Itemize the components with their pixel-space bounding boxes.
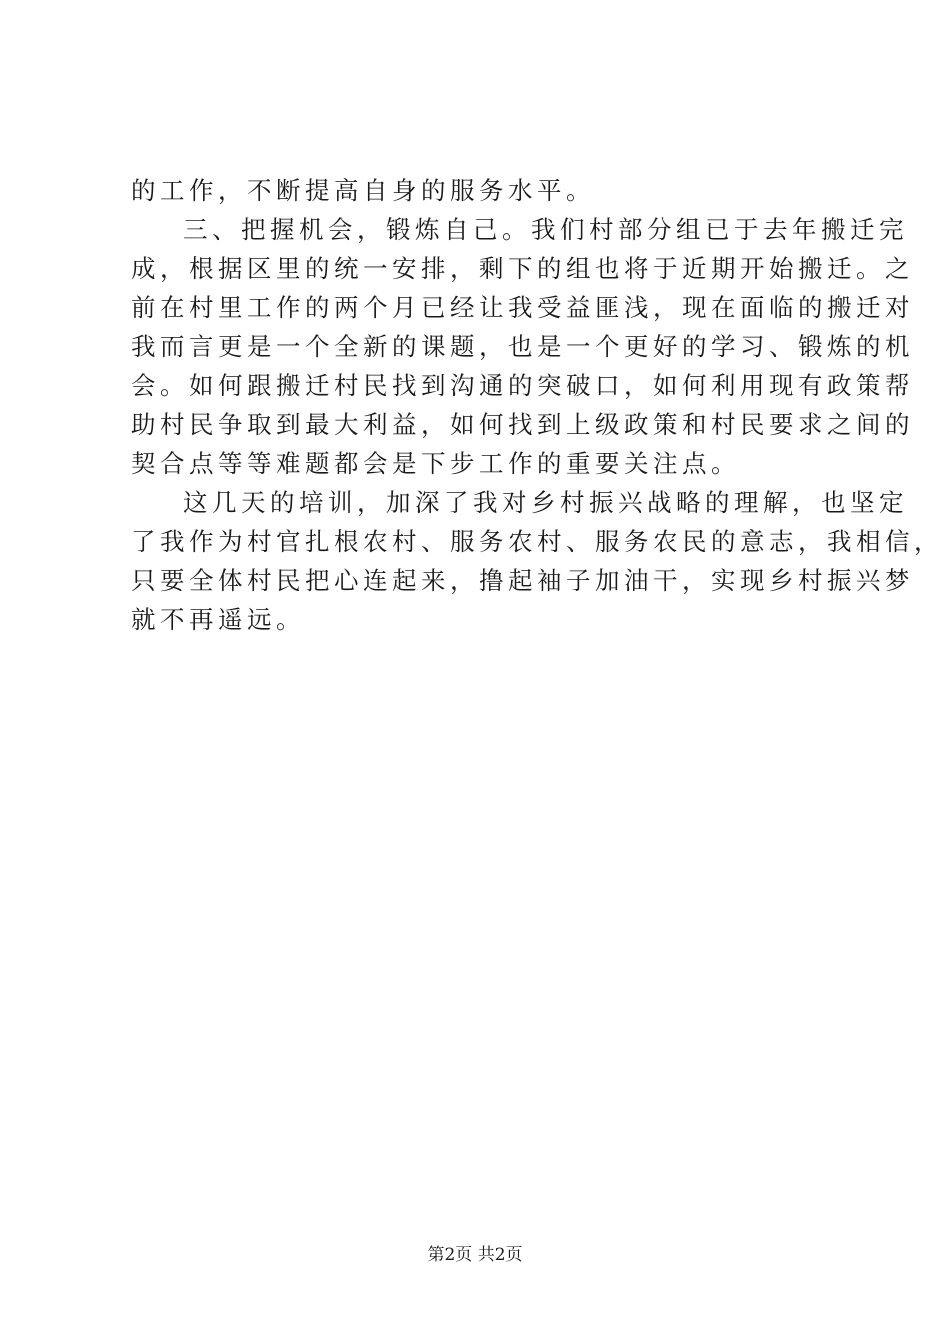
text-line: 助村民争取到最大利益，如何找到上级政策和村民要求之间的 <box>131 410 914 439</box>
text-line: 的工作，不断提高自身的服务水平。 <box>131 176 595 205</box>
paragraph-start-line: 三、把握机会，锻炼自己。我们村部分组已于去年搬迁完 <box>183 215 908 244</box>
text-line: 会。如何跟搬迁村民找到沟通的突破口，如何利用现有政策帮 <box>131 371 914 400</box>
text-line: 了我作为村官扎根农村、服务农村、服务农民的意志，我相信， <box>131 527 943 556</box>
text-line: 成，根据区里的统一安排，剩下的组也将于近期开始搬迁。之 <box>131 254 914 283</box>
text-line: 我而言更是一个全新的课题，也是一个更好的学习、锻炼的机 <box>131 332 914 361</box>
text-line: 契合点等等难题都会是下步工作的重要关注点。 <box>131 449 740 478</box>
text-line: 前在村里工作的两个月已经让我受益匪浅，现在面临的搬迁对 <box>131 293 914 322</box>
text-line: 只要全体村民把心连起来，撸起袖子加油干，实现乡村振兴梦 <box>131 566 914 595</box>
text-line: 就不再遥远。 <box>131 605 305 634</box>
page-number-footer: 第2页 共2页 <box>427 1245 523 1265</box>
paragraph-start-line: 这几天的培训，加深了我对乡村振兴战略的理解，也坚定 <box>183 488 908 517</box>
body-text <box>131 171 943 639</box>
